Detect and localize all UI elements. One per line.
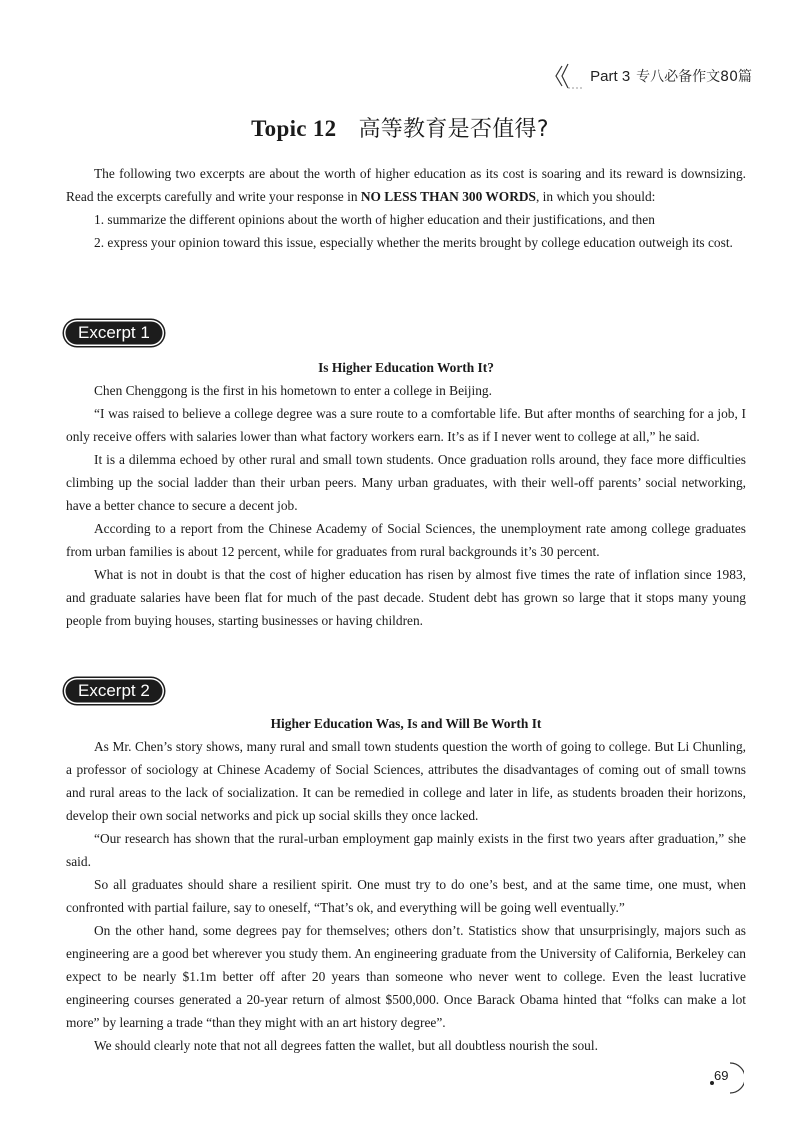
excerpt-1 [66,356,746,632]
instruction-item: 2. express your opinion toward this issue, especially whether the merits brought by college education outweigh its cost. [94,235,733,250]
header-book-title: 专八必备作文80篇 [636,69,752,85]
topic-title-cn: 高等教育是否值得? [358,117,549,142]
paragraph: So all graduates should share a resilient spirit. One must try to do one’s best, and at the same time, one must, when confronted with partial failure, say to oneself, “That’s ok, and everything will be going well eventually.” [66,877,746,915]
excerpt-1-badge: Excerpt 1 [64,320,164,346]
paragraph: According to a report from the Chinese Academy of Social Sciences, the unemployment rate among college graduates from urban families is about 12 percent, while for graduates from rural backgrounds it’s 30 percent. [66,521,746,559]
topic-title [0,112,800,143]
paragraph: As Mr. Chen’s story shows, many rural and small town students question the worth of going to college. But Li Chunling, a professor of sociology at Chinese Academy of Social Sciences, attributes the disadvantages of coming out of small towns and rural areas to the lack of socialization. It can be remedied in college and later in life, as students broaden their horizons, develop their own social networks and pick up social skills they once lacked. [66,739,746,823]
excerpt-2 [66,712,746,1057]
paragraph: We should clearly note that not all degrees fatten the wallet, but all doubtless nourish the soul. [94,1038,598,1053]
header-decoration-icon [554,62,584,90]
instructions-tail: , in which you should: [535,189,656,204]
page-number [708,1060,744,1096]
excerpt-2-badge: Excerpt 2 [64,678,164,704]
paragraph: “I was raised to believe a college degree was a sure route to a comfortable life. But after months of searching for a job, I only receive offers with salaries lower than what factory workers earn. It’s as if I never went to college at all,” he said. [66,406,746,444]
header-part: Part 3 [590,67,631,85]
paragraph: What is not in doubt is that the cost of higher education has risen by almost five times the rate of inflation since 1983, and graduate salaries have been flat for much of the past decade. Student debt has grown so large that it stops many young people from buying houses, starting businesses or having children. [66,567,746,628]
excerpt-2-title: Higher Education Was, Is and Will Be Worth It [270,716,542,731]
running-header [554,62,752,90]
instructions [66,162,746,254]
instructions-paragraph [66,162,746,208]
word-count-requirement: NO LESS THAN 300 WORDS [360,189,536,204]
page-number-text: 69 [714,1068,729,1083]
paragraph: “Our research has shown that the rural-urban employment gap mainly exists in the first two years after graduation,” she said. [66,831,746,869]
paragraph: It is a dilemma echoed by other rural and small town students. Once graduation rolls around, they face more difficulties climbing up the social ladder than their urban peers. Many urban graduates, with their well-off parents’ social networking, have a better chance to secure a decent job. [66,452,746,513]
paragraph: Chen Chenggong is the first in his hometown to enter a college in Beijing. [94,383,492,398]
excerpt-1-title: Is Higher Education Worth It? [318,360,494,375]
topic-number: Topic 12 [251,116,337,141]
paragraph: On the other hand, some degrees pay for themselves; others don’t. Statistics show that unsurprisingly, majors such as engineering are a good bet wherever you study them. An engineering graduate from the University of California, Berkeley can expect to be nearly $1.1m better off after 20 years than someone who never went to college. Even the least lucrative engineering courses generated a 20-year return of almost $500,000. Once Barack Obama hinted that “folks can make a lot more” by learning a trade “than they might with an art history degree”. [66,923,746,1030]
instruction-item: 1. summarize the different opinions about the worth of higher education and their justifications, and then [94,212,655,227]
instructions-lead: The following two excerpts are about the worth of higher education as its cost is soaring and its reward is downsizing. Read the excerpts carefully and write your response in [66,166,746,204]
